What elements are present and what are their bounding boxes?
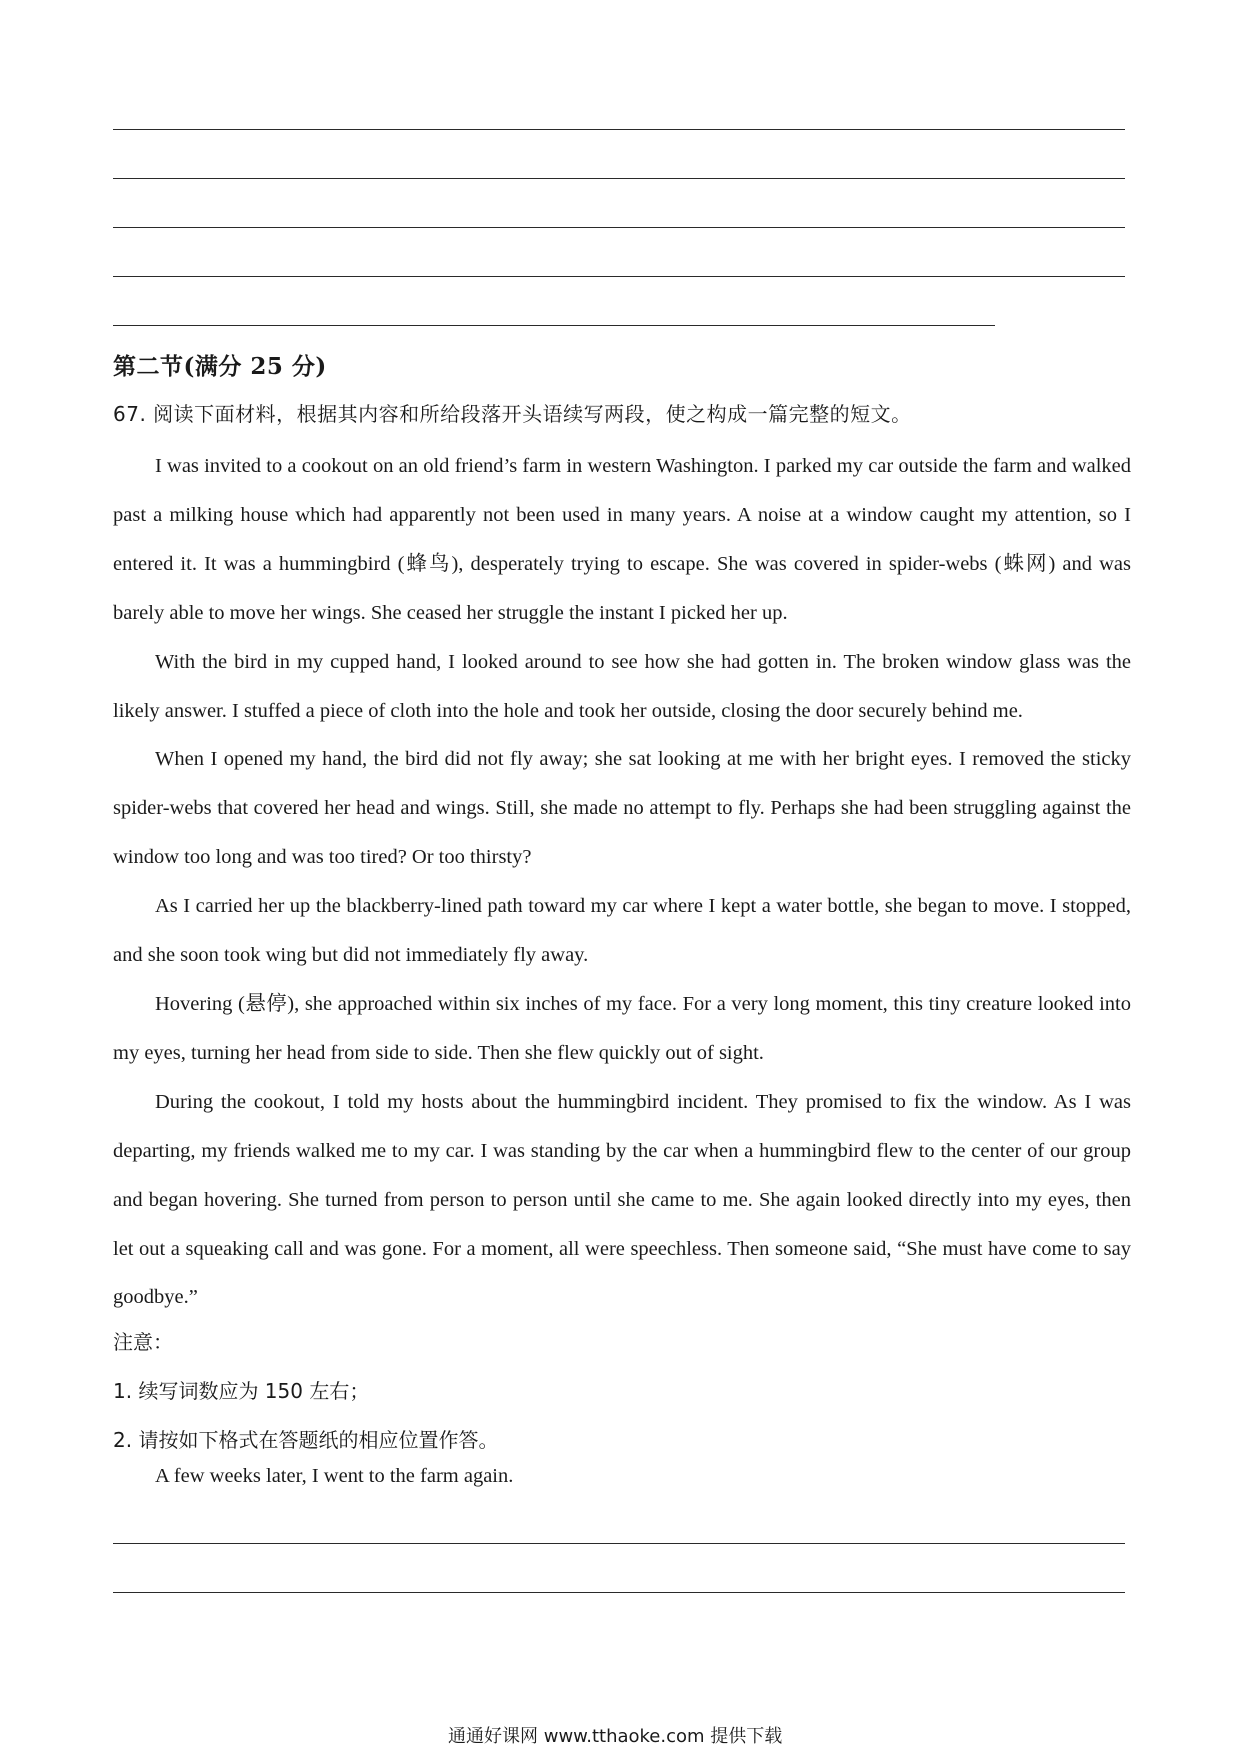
passage-paragraph: During the cookout, I told my hosts about the hummingbird incident. They promised to fix the window. As I was departing, my friends walked me to my car. I was standing by the car when a hummingbird flew to the center of our group and began hovering. She turned from person to person until she came to me. She again looked directly into my eyes, then let out a squeaking call and was gone. For a moment, all were speechless. Then someone said, “She must have come to say goodbye.” — [113, 1090, 1131, 1309]
answer-line-1[interactable] — [113, 129, 1125, 130]
answer-line-3[interactable] — [113, 227, 1125, 228]
reading-passage — [113, 442, 1131, 1322]
answer-line-4[interactable] — [113, 276, 1125, 277]
passage-paragraph: With the bird in my cupped hand, I looked around to see how she had gotten in. The broken window glass was the likely answer. I stuffed a piece of cloth into the hole and took her outside, closing the door securely behind me. — [113, 650, 1131, 722]
notes-section — [113, 1318, 498, 1465]
passage-paragraph: When I opened my hand, the bird did not fly away; she sat looking at me with her bright eyes. I removed the sticky spider-webs that covered her head and wings. Still, she made no attempt to fly. Perhaps she had been struggling against the window too long and was too tired? Or too thirsty? — [113, 748, 1131, 869]
page-footer: 通通好课网 www.tthaoke.com 提供下载 — [448, 1726, 783, 1747]
answer-line-6[interactable] — [113, 1543, 1125, 1544]
passage-paragraph: As I carried her up the blackberry-lined path toward my car where I kept a water bottle, she began to move. I stopped, and she soon took wing but did not immediately fly away. — [113, 895, 1131, 967]
answer-line-7[interactable] — [113, 1592, 1125, 1593]
notes-item-word-count: 1. 续写词数应为 150 左右； — [113, 1378, 370, 1403]
question-instruction: 67. 阅读下面材料，根据其内容和所给段落开头语续写两段，使之构成一篇完整的短文。 — [113, 402, 912, 426]
notes-item-format: 2. 请按如下格式在答题纸的相应位置作答。 — [113, 1427, 499, 1452]
continuation-opening: A few weeks later, I went to the farm again. — [155, 1465, 514, 1487]
answer-line-5[interactable] — [113, 325, 995, 326]
passage-paragraph: Hovering (悬停), she approached within six inches of my face. For a very long moment, this tiny creature looked into my eyes, turning her head from side to side. Then she flew quickly out of sight. — [113, 992, 1131, 1064]
passage-paragraph: I was invited to a cookout on an old friend’s farm in western Washington. I parked my car outside the farm and walked past a milking house which had apparently not been used in many years. A noise at a window caught my attention, so I entered it. It was a hummingbird (蜂鸟), desperately trying to escape. She was covered in spider-webs (蛛网) and was barely able to move her wings. She ceased her struggle the instant I picked her up. — [113, 455, 1131, 624]
answer-line-2[interactable] — [113, 178, 1125, 179]
section-heading: 第二节(满分 25 分) — [113, 353, 327, 380]
notes-label: 注意： — [113, 1330, 173, 1354]
